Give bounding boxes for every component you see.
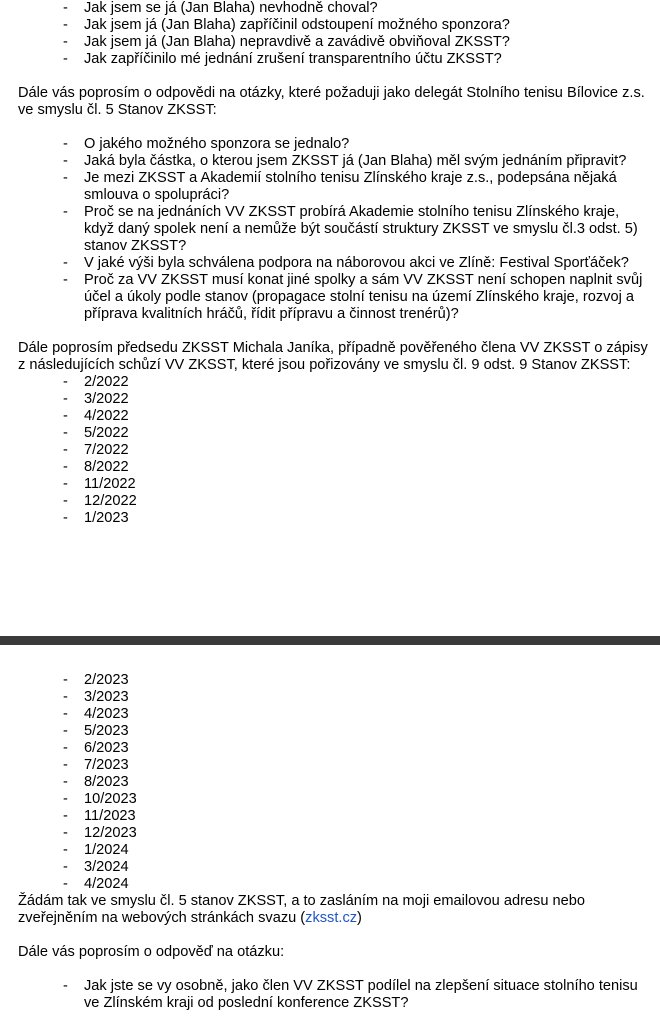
meeting-dates-list-1: [0, 374, 660, 527]
list-item: - 3/2022: [0, 391, 660, 408]
page-2-top-section: [0, 672, 660, 1012]
list-item: - Proč za VV ZKSST musí konat jiné spolky a sám VV ZKSST není schopen naplnit svůj účel a úkoly podle stanov (propagace stolní tenisu na území Zlínského kraje, rozvoj a příprava kvalitních hráčů, řídit přípravu a činnost trenérů)?: [0, 272, 660, 323]
list-item: - Proč se na jednáních VV ZKSST probírá Akademie stolního tenisu Zlínského kraje, když daný spolek není a nemůže být součástí struktury ZKSST ve smyslu čl.3 odst. 5) stanov ZKSST?: [0, 204, 660, 255]
meeting-dates-list-2: [0, 672, 660, 893]
paragraph-final-question-intro: Dále vás poprosím o odpověď na otázku:: [18, 944, 285, 960]
paragraph-delegate-questions: Dále vás poprosím o odpovědi na otázky, které požaduji jako delegát Stolního tenisu Bílovice z.s. ve smyslu čl. 5 Stanov ZKSST:: [18, 85, 645, 118]
paragraph-request-delivery: [0, 893, 660, 927]
list-item: - Jak jsem já (Jan Blaha) nepravdivě a zavádivě obviňoval ZKSST?: [0, 34, 660, 51]
list-item: - Jak jsem já (Jan Blaha) zapříčinil odstoupení možného sponzora?: [0, 17, 660, 34]
list-item: - 2/2022: [0, 374, 660, 391]
list-item: - 12/2023: [0, 825, 660, 842]
request-text-start: Žádám tak ve smyslu čl. 5 stanov ZKSST, a to zasláním na moji emailovou adresu nebo zveřejněním na webových stránkách svazu (: [18, 893, 585, 926]
list-item: - 12/2022: [0, 493, 660, 510]
list-item: - 11/2023: [0, 808, 660, 825]
list-item: - Jak zapříčinilo mé jednání zrušení transparentního účtu ZKSST?: [0, 51, 660, 68]
list-item: - 11/2022: [0, 476, 660, 493]
list-item: - Jaká byla částka, o kterou jsem ZKSST já (Jan Blaha) měl svým jednáním připravit?: [0, 153, 660, 170]
list-item: - 7/2022: [0, 442, 660, 459]
list-item: - Je mezi ZKSST a Akademií stolního tenisu Zlínského kraje z.s., podepsána nějaká smlouva o spolupráci?: [0, 170, 660, 204]
list-item: - 8/2022: [0, 459, 660, 476]
list-item: - 7/2023: [0, 757, 660, 774]
list-item: - 5/2023: [0, 723, 660, 740]
list-item: - 1/2024: [0, 842, 660, 859]
list-item: - 2/2023: [0, 672, 660, 689]
list-item: - Jak jste se vy osobně, jako člen VV ZKSST podílel na zlepšení situace stolního tenisu ve Zlínském kraji od poslední konference ZKSST?: [0, 978, 660, 1012]
list-item: - 4/2024: [0, 876, 660, 893]
list-item: - V jaké výši byla schválena podpora na náborovou akci ve Zlíně: Festival Sporťáček?: [0, 255, 660, 272]
list-item: - Jak jsem se já (Jan Blaha) nevhodně choval?: [0, 0, 660, 17]
list-item: - 3/2023: [0, 689, 660, 706]
list-item: - 8/2023: [0, 774, 660, 791]
zksst-website-link[interactable]: zksst.cz: [305, 910, 358, 926]
list-item: - 6/2023: [0, 740, 660, 757]
paragraph-minutes-request: Dále poprosím předsedu ZKSST Michala Janíka, případně pověřeného člena VV ZKSST o zápisy z následujících schůzí VV ZKSST, které jsou pořizovány ve smyslu čl. 9 odst. 9 Stanov ZKSST:: [18, 340, 648, 373]
questions-list-2: [0, 136, 660, 323]
page-break-divider: [0, 636, 660, 645]
list-item: - 4/2022: [0, 408, 660, 425]
list-item: - 10/2023: [0, 791, 660, 808]
list-item: - 5/2022: [0, 425, 660, 442]
questions-list-1: [0, 0, 660, 68]
list-item: - 1/2023: [0, 510, 660, 527]
list-item: - O jakého možného sponzora se jednalo?: [0, 136, 660, 153]
questions-list-3: [0, 978, 660, 1012]
list-item: - 3/2024: [0, 859, 660, 876]
list-item: - 4/2023: [0, 706, 660, 723]
request-text-end: ): [357, 910, 362, 926]
